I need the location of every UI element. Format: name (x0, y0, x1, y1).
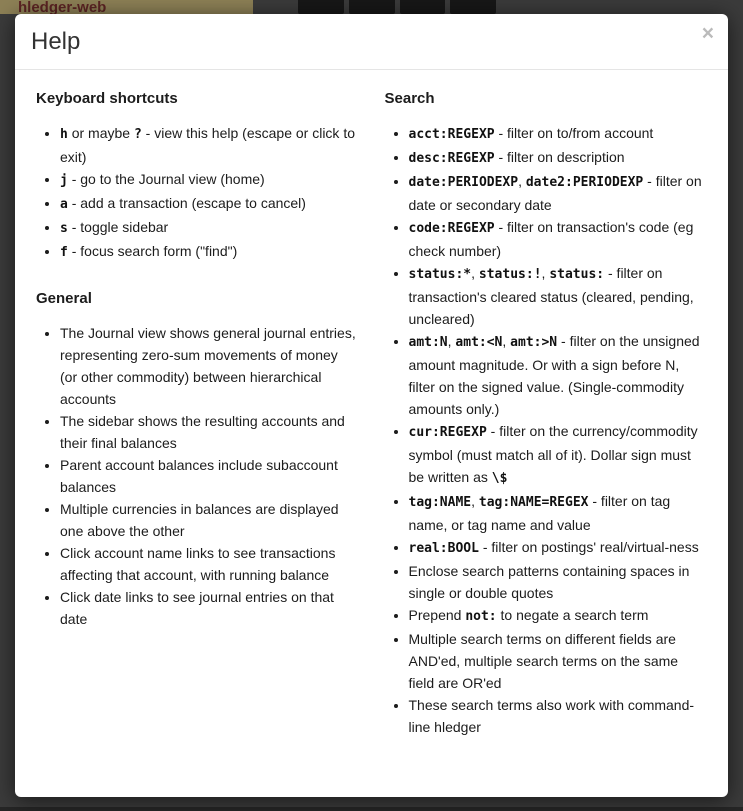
list-item (60, 586, 359, 630)
modal-body (15, 70, 728, 784)
code-token: date:PERIODEXP (408, 175, 519, 190)
list-item (60, 498, 359, 542)
list-item (409, 420, 708, 490)
list-item (409, 628, 708, 694)
text-segment: These search terms also work with command-line hledger (408, 697, 695, 735)
close-button[interactable] (702, 23, 714, 44)
code-token: tag:NAME (408, 495, 472, 510)
right-column (385, 90, 708, 764)
code-token: status:* (408, 267, 472, 282)
list-item (60, 216, 359, 240)
text-segment: Parent account balances include subaccount balances (60, 457, 338, 495)
list-item (60, 454, 359, 498)
code-token: amt:N (408, 335, 448, 350)
text-segment: - filter on to/from account (494, 125, 654, 141)
list-item (409, 146, 708, 170)
list-item (60, 122, 359, 168)
code-token: desc:REGEXP (408, 151, 495, 166)
list-item (60, 322, 359, 410)
section-heading-search: Search (384, 90, 435, 107)
text-segment: , (518, 173, 526, 189)
code-token: s (60, 221, 68, 236)
code-token: not: (465, 609, 497, 624)
text-segment: , (447, 333, 456, 349)
text-segment: - view this help (escape or click to exit) (60, 125, 355, 165)
code-token: status: (549, 267, 605, 282)
list-item (409, 330, 708, 420)
code-token: real:BOOL (408, 541, 479, 556)
list-item (60, 410, 359, 454)
text-segment: Enclose search patterns containing spaces in single or double quotes (408, 563, 690, 601)
section-heading-general: General (36, 290, 92, 307)
code-token: h (60, 127, 68, 142)
search-terms-list (385, 122, 708, 738)
list-item (409, 560, 708, 604)
text-segment: to negate a search term (496, 607, 649, 623)
text-segment: , (541, 265, 550, 281)
text-segment: - filter on the unsigned amount magnitude. Or with a sign before N, filter on the signed value. (Single-commodity amounts only.) (408, 333, 700, 417)
list-item (409, 216, 708, 262)
code-token: code:REGEXP (408, 221, 495, 236)
help-modal (15, 14, 728, 797)
code-token: ? (133, 127, 142, 142)
text-segment: - filter on date or secondary date (408, 173, 702, 213)
text-segment: Multiple search terms on different fields are AND'ed, multiple search terms on the same field are OR'ed (408, 631, 679, 691)
text-segment: Multiple currencies in balances are displayed one above the other (60, 501, 339, 539)
text-segment: - filter on postings' real/virtual-ness (478, 539, 699, 555)
code-token: tag:NAME=REGEX (478, 495, 589, 510)
code-token: j (60, 173, 68, 188)
code-token: cur:REGEXP (408, 425, 487, 440)
code-token: date2:PERIODEXP (525, 175, 644, 190)
text-segment: Click account name links to see transactions affecting that account, with running balance (60, 545, 336, 583)
text-segment: - filter on description (494, 149, 625, 165)
text-segment: - toggle sidebar (67, 219, 169, 235)
list-item (409, 170, 708, 216)
code-token: f (60, 245, 68, 260)
list-item (409, 122, 708, 146)
code-token: amt:>N (510, 335, 558, 350)
modal-title: Help (31, 28, 81, 55)
left-column (36, 90, 359, 764)
code-token: status:! (478, 267, 542, 282)
modal-header (15, 14, 728, 70)
text-segment: , (471, 493, 479, 509)
text-segment: - filter on transaction's code (eg check number) (408, 219, 694, 259)
list-item (409, 490, 708, 536)
text-segment: or maybe (67, 125, 134, 141)
list-item (60, 192, 359, 216)
list-item (409, 262, 708, 330)
list-item (409, 536, 708, 560)
text-segment: The Journal view shows general journal entries, representing zero-sum movements of money (or other commodity) between hierarchical accounts (60, 325, 356, 407)
code-token: amt:<N (455, 335, 503, 350)
text-segment: - add a transaction (escape to cancel) (67, 195, 306, 211)
general-list (36, 322, 359, 630)
code-token: a (60, 197, 68, 212)
keyboard-shortcuts-list (36, 122, 359, 264)
text-segment: - filter on the currency/commodity symbol (must match all of it). Dollar sign must be written as (408, 423, 698, 485)
text-segment: - filter on transaction's cleared status (cleared, pending, uncleared) (408, 265, 694, 327)
text-segment: Click date links to see journal entries on that date (60, 589, 334, 627)
code-token: acct:REGEXP (408, 127, 495, 142)
list-item (409, 694, 708, 738)
section-heading-keyboard-shortcuts: Keyboard shortcuts (36, 90, 178, 107)
text-segment: Prepend (408, 607, 466, 623)
text-segment: - focus search form ("find") (67, 243, 238, 259)
list-item (60, 542, 359, 586)
text-segment: - filter on tag name, or tag name and value (408, 493, 671, 533)
list-item (60, 240, 359, 264)
brand-link: hledger-web (18, 0, 107, 14)
list-item (409, 604, 708, 628)
list-item (60, 168, 359, 192)
text-segment: , (471, 265, 479, 281)
text-segment: - go to the Journal view (home) (67, 171, 265, 187)
close-icon: × (701, 22, 714, 45)
text-segment: , (502, 333, 511, 349)
text-segment: The sidebar shows the resulting accounts and their final balances (60, 413, 345, 451)
code-token: \$ (491, 471, 508, 486)
